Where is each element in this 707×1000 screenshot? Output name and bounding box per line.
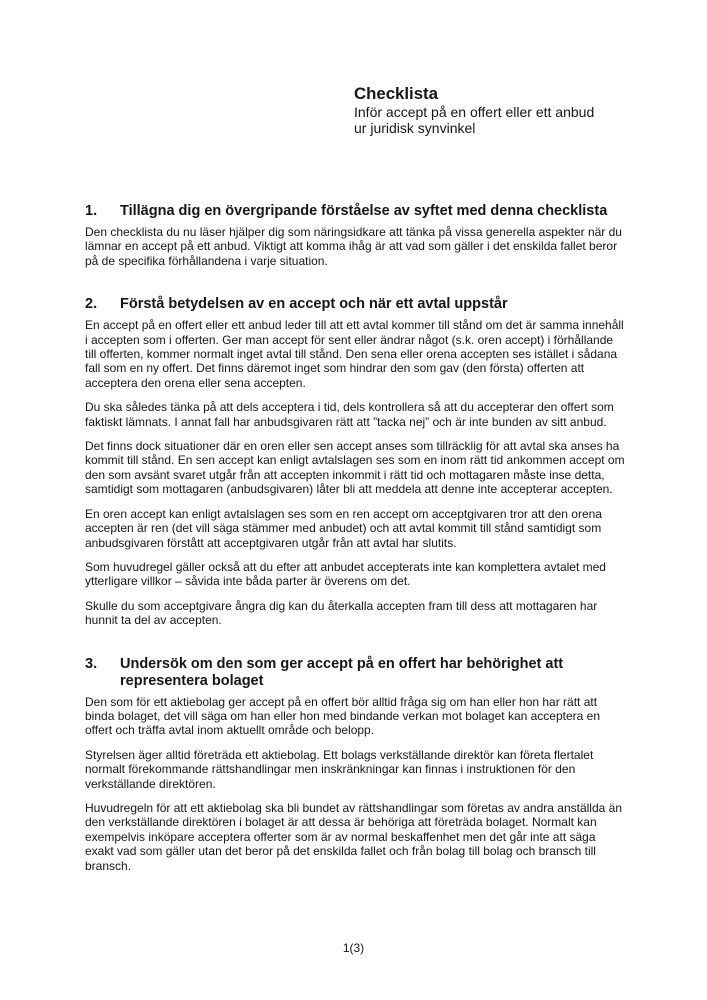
section-1-paragraph-1: Den checklista du nu läser hjälper dig som näringsidkare att tänka på vissa generella aspekter när du lämnar en accept på ett anbud. Viktigt att komma ihåg är att vad som gäller i det enskilda fallet beror på de specifika förhållandena i varje situation. (85, 225, 622, 268)
section-2-paragraph-4: En oren accept kan enligt avtalslagen ses som en ren accept om acceptgivaren tror att den orena accepten är ren (det vill säga stämmer med anbudet) och att avtal kommit till stånd samtidigt som anbudsgivaren förstått att acceptgivaren utgår från att avtal har slutits. (85, 506, 602, 550)
section-3-number: 3. (85, 655, 98, 672)
section-3 (85, 656, 627, 873)
document-subtitle-line-1: Inför accept på en offert eller ett anbud (354, 104, 595, 120)
section-2-title: Förstå betydelsen av en accept och när ett avtal uppstår (120, 296, 508, 313)
section-2-number: 2. (85, 296, 98, 313)
section-3-paragraph-3: Huvudregeln för att ett aktiebolag ska bli bundet av rättshandlingar som företas av andra anställda än den verkställande direktören i bolaget är att dessa är behöriga att företräda bolaget. Normalt kan exempelvis inköpare acceptera offerter som är av normal beskaffenhet men det går inte att säga exakt vad som gäller utan det beror på det enskilda fallet och från bolag till bolag och bransch till bransch. (85, 800, 622, 873)
section-2 (85, 296, 627, 627)
section-2-paragraph-2: Du ska således tänka på att dels acceptera i tid, dels kontrollera så att du accepterar den offert som faktiskt lämnats. I annat fall har anbudsgivaren rätt att ”tacka nej” och är inte bunden av sitt anbud. (85, 400, 614, 429)
section-1 (85, 203, 627, 268)
title-block (354, 84, 627, 136)
section-2-paragraph-3: Det finns dock situationer där en oren eller sen accept anses som tillräcklig för att avtal ska anses ha kommit till stånd. En sen accept kan enligt avtalslagen ses som en inom rätt tid ankommen accept om den som avsänt svaret utgår från att accepten inkommit i rätt tid och mottagaren måste inse detta, samtidigt som mottagaren (anbudsgivaren) låter bli att meddela att denne inte accepterar accepten. (85, 439, 625, 497)
section-1-heading (85, 203, 627, 220)
section-3-title: Undersök om den som ger accept på en offert har behörighet att representera bolaget (120, 655, 564, 689)
section-3-heading (85, 656, 627, 690)
section-3-paragraph-1: Den som för ett aktiebolag ger accept på en offert bör alltid fråga sig om han eller hon har rätt att binda bolaget, det vill säga om han eller hon med bindande verkan mot bolaget kan acceptera en offert och träffa avtal inom aktuellt område och belopp. (85, 694, 601, 738)
section-1-title: Tillägna dig en övergripande förståelse av syftet med denna checklista (120, 203, 608, 219)
section-2-heading (85, 296, 627, 313)
document-title: Checklista (354, 84, 438, 103)
section-2-paragraph-6: Skulle du som acceptgivare ångra dig kan du återkalla accepten fram till dess att mottagaren har hunnit ta del av accepten. (85, 598, 598, 628)
document-content (85, 0, 627, 873)
page-number: 1(3) (342, 941, 365, 955)
section-2-paragraph-1: En accept på en offert eller ett anbud leder till att ett avtal kommer till stånd om det är samma innehåll i accepten som i offerten. Ger man accept för sent eller ändrar något (s.k. oren accept) i förhållande till offerten, kommer normalt inget avtal till stånd. Den sena eller orena accepten ses istället i sådana fall som en ny offert. Det finns däremot inget som hindrar den som gav (den första) offerten att acceptera den orena eller sena accepten. (85, 318, 624, 390)
section-1-number: 1. (85, 203, 98, 219)
section-3-paragraph-2: Styrelsen äger alltid företräda ett aktiebolag. Ett bolags verkställande direktör kan företa flertalet normalt förekommande rättshandlingar men inskränkningar kan finnas i instruktionen för den verkställande direktören. (85, 747, 594, 791)
document-subtitle-line-2: ur juridisk synvinkel (354, 120, 476, 136)
section-2-paragraph-5: Som huvudregel gäller också att du efter att anbudet accepterats inte kan komplettera avtalet med ytterligare villkor – såvida inte båda parter är överens om det. (85, 559, 606, 589)
